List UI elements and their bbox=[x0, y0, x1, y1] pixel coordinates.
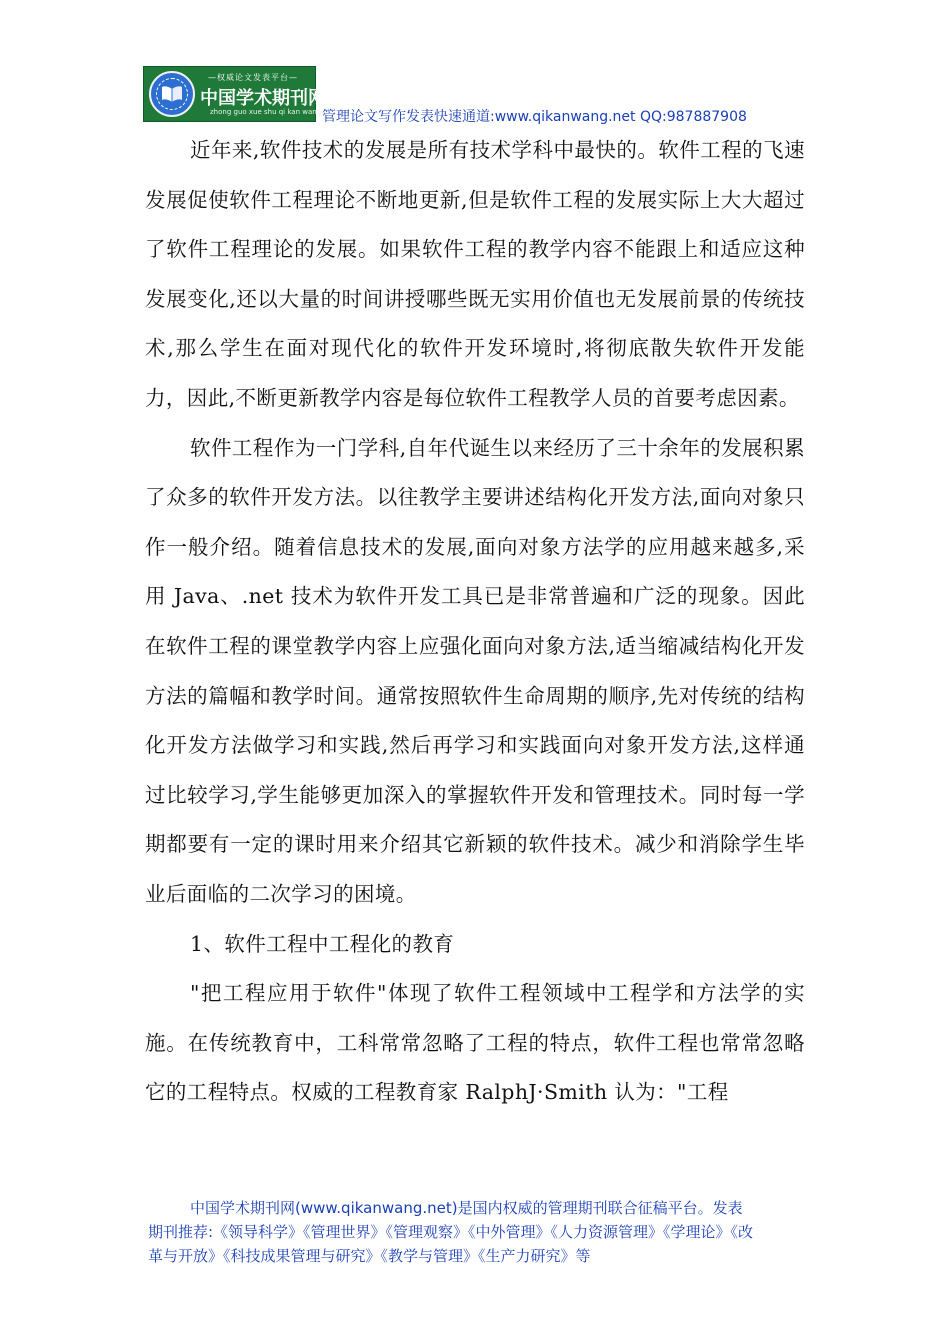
paragraph: "把工程应用于软件"体现了软件工程领域中工程学和方法学的实施。在传统教育中，工科常常忽略了工程的特点，软件工程也常常忽略它的工程特点。权威的工程教育家 RalphJ·Smith 认为："工程 bbox=[145, 981, 805, 1105]
paragraph: 软件工程作为一门学科,自年代诞生以来经历了三十余年的发展积累了众多的软件开发方法。以往教学主要讲述结构化开发方法,面向对象只作一般介绍。随着信息技术的发展,面向对象方法学的应用越来越多,采用 Java、.net 技术为软件开发工具已是非常普遍和广泛的现象。因此在软件工程的课堂教学内容上应强化面向对象方法,适当缩减结构化开发方法的篇幅和教学时间。通常按照软件生命周期的顺序,先对传统的结构化开发方法做学习和实践,然后再学习和实践面向对象开发方法,这样通过比较学习,学生能够更加深入的掌握软件开发和管理技术。同时每一学期都要有一定的课时用来介绍其它新颖的软件技术。减少和消除学生毕业后面临的二次学习的困境。 bbox=[145, 435, 805, 906]
page-header bbox=[143, 66, 823, 124]
section-heading: 1、软件工程中工程化的教育 bbox=[190, 931, 455, 956]
footer-line-1[interactable]: 中国学术期刊网(www.qikanwang.net)是国内权威的管理期刊联合征稿平台。发表 bbox=[190, 1199, 743, 1217]
logo-pinyin: zhong guo xue shu qi kan wang bbox=[210, 108, 322, 116]
article-body bbox=[145, 126, 805, 1118]
paragraph: 近年来,软件技术的发展是所有技术学科中最快的。软件工程的飞速发展促使软件工程理论不断地更新,但是软件工程的发展实际上大大超过了软件工程理论的发展。如果软件工程的教学内容不能跟上和适应这种发展变化,还以大量的时间讲授哪些既无实用价值也无发展前景的传统技术,那么学生在面对现代化的软件开发环境时,将彻底散失软件开发能力，因此,不断更新教学内容是每位软件工程教学人员的首要考虑因素。 bbox=[145, 138, 805, 410]
seal-icon bbox=[149, 71, 195, 117]
footer-line-3: 革与开放》《科技成果管理与研究》《教学与管理》《生产力研究》等 bbox=[148, 1247, 591, 1265]
logo-name: 中国学术期刊网 bbox=[200, 88, 326, 109]
page-footer bbox=[148, 1196, 818, 1268]
logo-top-text: —权威论文发表平台— bbox=[208, 73, 298, 82]
header-tagline-link[interactable]: 管理论文写作发表快速通道:www.qikanwang.net QQ:987887908 bbox=[322, 109, 747, 125]
open-book-icon bbox=[161, 85, 183, 103]
footer-line-2: 期刊推荐:《领导科学》《管理世界》《管理观察》《中外管理》《人力资源管理》《学理论》《改 bbox=[148, 1223, 754, 1241]
site-logo[interactable] bbox=[143, 66, 326, 122]
